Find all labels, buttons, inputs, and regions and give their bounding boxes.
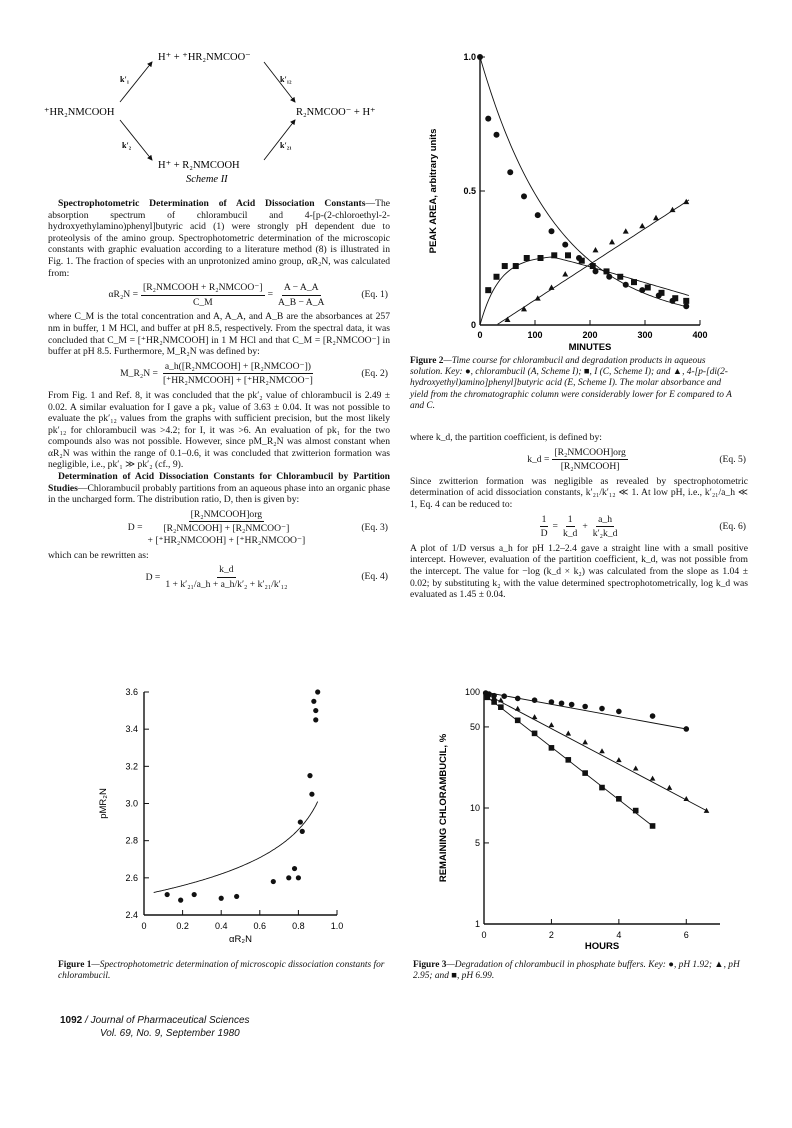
figure3-chart	[410, 680, 740, 960]
data-point	[165, 892, 170, 897]
section-heading-spectro: Spectrophotometric Determination of Acid Dissociation Constants	[58, 198, 366, 209]
data-point	[501, 693, 507, 699]
data-point	[639, 287, 645, 293]
data-point	[477, 54, 483, 60]
data-point	[313, 708, 318, 713]
data-point	[307, 773, 312, 778]
data-point	[494, 132, 500, 138]
data-point	[650, 776, 656, 781]
equation-number: (Eq. 5)	[719, 453, 746, 465]
data-point	[551, 252, 557, 258]
data-point	[538, 255, 544, 261]
data-point	[667, 785, 673, 790]
figure3-caption: Figure 3—Degradation of chlorambucil in phosphate buffers. Key: ●, pH 1.92; ▲, pH 2.95; and ■, pH 6.99.	[413, 960, 740, 982]
series-line-chlorambucil	[480, 57, 689, 307]
x-tick-label: 4	[616, 930, 622, 940]
figure2-chart	[410, 45, 730, 355]
x-axis-label: HOURS	[584, 941, 620, 952]
x-tick-label: 0	[481, 930, 487, 940]
left-column-text	[48, 198, 390, 593]
figure-label: Figure 2	[410, 356, 444, 366]
data-point	[559, 700, 565, 706]
data-point	[532, 714, 538, 719]
scheme-k-tl: k′₁	[120, 75, 130, 84]
y-tick-label: 3.2	[125, 761, 138, 772]
data-point	[192, 892, 197, 897]
y-tick-label: 0	[470, 320, 476, 330]
data-point	[562, 242, 568, 248]
figure1-chart	[60, 680, 360, 960]
scheme-caption: Scheme II	[186, 174, 228, 185]
equation-2: M_R₂N = $\frac{\text{a\_h([R₂NMCOOH] + [R₂NMCOO⁻])}}{\text{[⁺HR₂NMCOOH] + [⁺HR₂NMCOO⁻]}}$ (Eq. 2)	[120, 360, 388, 387]
equation-number: (Eq. 1)	[361, 289, 388, 301]
data-point	[672, 295, 678, 301]
data-point	[549, 699, 555, 705]
data-point	[309, 792, 314, 797]
equation-4: D = $\frac{k\_d}{\text{1 + k′₂₁/a\_h + a\_h/k′₂ + k′₂₁/k′₁₂}}$ (Eq. 4)	[145, 564, 388, 590]
equation-6: $\frac{1}{D}$ = $\frac{1}{k\_d}$ + $\frac{a\_h}{\text{k′₂k\_d}}$ (Eq. 6)	[540, 513, 746, 540]
data-point	[609, 239, 615, 244]
x-tick-label: 400	[692, 330, 708, 340]
data-point	[292, 866, 297, 871]
data-point	[569, 702, 575, 708]
data-point	[593, 268, 599, 274]
x-tick-label: 0.6	[253, 921, 267, 931]
data-point	[315, 689, 320, 694]
fit-curve	[154, 802, 318, 893]
data-point	[599, 748, 605, 753]
data-point	[639, 223, 645, 228]
page-footer	[60, 1015, 250, 1040]
data-point	[532, 731, 538, 737]
journal-name: / Journal of Pharmaceutical Sciences	[82, 1015, 250, 1026]
data-point	[535, 295, 541, 300]
scheme-left: ⁺HR₂NMCOOH	[44, 107, 115, 118]
equation-3: D = [R₂NMCOOH]org [R₂NMCOOH] + [R₂NMCOO⁻] + [⁺HR₂NMCOOH] + [⁺HR₂NMCOO⁻] (Eq. 3)	[127, 508, 388, 547]
journal-volume: Vol. 69, No. 9, September 1980	[100, 1027, 240, 1039]
figure1-caption: Figure 1—Spectrophotometric determination of microscopic dissociation constants for chlorambucil.	[58, 960, 385, 982]
data-point	[645, 284, 651, 290]
data-point	[617, 274, 623, 280]
x-tick-label: 200	[582, 330, 598, 340]
data-point	[606, 274, 612, 280]
y-tick-label: 0.5	[463, 186, 476, 196]
scheme-k-tr: k′₁₂	[280, 75, 292, 84]
data-point	[659, 290, 665, 296]
data-point	[178, 898, 183, 903]
x-tick-label: 0	[141, 921, 147, 931]
y-tick-label: 2.8	[125, 835, 138, 846]
data-point	[633, 808, 639, 814]
data-point	[549, 228, 555, 234]
data-point	[515, 718, 521, 724]
x-tick-label: 0	[477, 330, 483, 340]
data-point	[616, 757, 622, 762]
y-tick-label: 3.0	[125, 798, 138, 809]
x-tick-label: 300	[637, 330, 653, 340]
data-point	[582, 739, 588, 744]
data-point	[298, 819, 303, 824]
data-point	[599, 785, 605, 791]
data-point	[565, 731, 571, 736]
y-tick-label: 1	[474, 919, 480, 929]
scheme-right: R₂NMCOO⁻ + H⁺	[296, 107, 376, 118]
data-point	[582, 704, 588, 710]
data-point	[300, 829, 305, 834]
data-point	[623, 228, 629, 233]
data-point	[535, 212, 541, 218]
fit-line	[484, 692, 686, 729]
y-tick-label: 2.4	[125, 910, 138, 920]
scheme-diagram	[40, 40, 376, 190]
equation-number: (Eq. 3)	[361, 521, 388, 533]
y-tick-label: 1.0	[463, 52, 476, 62]
page-number: 1092	[60, 1015, 83, 1026]
figure-label: Figure 3	[413, 960, 447, 970]
x-tick-label: 0.8	[292, 921, 305, 931]
scheme-top: H⁺ + ⁺HR₂NMCOO⁻	[158, 52, 251, 63]
paragraph: —The absorption spectrum of chlorambucil and 4-[p-(2-chloroethyl-2-hydroxyethylamino)phenyl]butyric acid (1) were strongly pH dependent due to proteolysis of the amino group. Spectrophotometric determination of the microscopic constants with graphic evaluation according to a literature method (8) is illustrated in Fig. 1. The fraction of species with an unprotonized amino group, αR₂N, was calculated from:	[48, 198, 390, 279]
data-point	[485, 287, 491, 293]
equation-5: k_d = $\frac{\text{[R₂NMCOOH]org}}{\text{[R₂NMCOOH]}}$ (Eq. 5)	[527, 446, 746, 473]
scheme-k-br: k′₂₁	[280, 141, 292, 150]
data-point	[549, 284, 555, 289]
x-tick-label: 2	[548, 930, 554, 940]
x-tick-label: 6	[683, 930, 689, 940]
paragraph: where C_M is the total concentration and A, A_A, and A_B are the absorbances at 257 nm in buffer, 1 M HCl, and buffer at pH 8.5, respectively. From the spectral data, it was concluded that C_M = [⁺HR₂NMCOOH] in 1 M HCl and that C_M = [R₂NMCOO⁻] in buffer at pH 8.5. Furthermore, M_R₂N was defined by:	[48, 311, 390, 358]
data-point	[524, 255, 530, 261]
data-point	[507, 169, 513, 175]
data-point	[683, 726, 689, 732]
data-point	[650, 713, 656, 719]
data-point	[582, 770, 588, 776]
paragraph: where k_d, the partition coefficient, is defined by:	[410, 432, 602, 443]
right-column-text	[410, 432, 748, 601]
data-point	[532, 697, 538, 703]
data-point	[683, 303, 689, 309]
x-tick-label: 0.4	[214, 921, 228, 931]
equation-number: (Eq. 2)	[361, 368, 388, 380]
data-point	[616, 709, 622, 715]
y-axis-label: pMR₂N	[98, 788, 109, 819]
data-point	[653, 215, 659, 220]
paragraph: —Chlorambucil probably partitions from an aqueous phase into an organic phase in the uncharged form. The distribution ratio, D, then is given by:	[48, 482, 390, 506]
equation-number: (Eq. 6)	[719, 520, 746, 532]
data-point	[549, 722, 555, 727]
data-point	[286, 875, 291, 880]
data-point	[599, 706, 605, 712]
y-tick-label: 3.6	[125, 687, 138, 697]
data-point	[633, 765, 639, 770]
data-point	[219, 896, 224, 901]
scheme-bottom: H⁺ + R₂NMCOOH	[158, 160, 240, 171]
y-tick-label: 10	[469, 803, 480, 813]
x-tick-label: 100	[527, 330, 543, 340]
data-point	[623, 282, 629, 288]
y-tick-label: 2.6	[125, 872, 138, 883]
data-point	[590, 263, 596, 269]
data-point	[593, 247, 599, 252]
series-line-compound-E	[498, 200, 689, 324]
data-point	[616, 796, 622, 802]
data-point	[704, 808, 710, 813]
equation-number: (Eq. 4)	[361, 571, 388, 583]
data-point	[313, 717, 318, 722]
data-point	[521, 193, 527, 199]
data-point	[515, 706, 521, 711]
data-point	[271, 879, 276, 884]
scheme-k-bl: k′₂	[122, 141, 132, 150]
data-point	[491, 699, 497, 705]
data-point	[565, 252, 571, 258]
x-axis-label: MINUTES	[568, 342, 612, 353]
equation-1: αR₂N = $\frac{\text{[R₂NMCOOH + R₂NMCOO⁻]}}{C\_M}$ = $\frac{A - A\_A}{A\_B - A\_A}$ (Eq. 1)	[108, 282, 388, 308]
figure-label: Figure 1	[58, 960, 92, 970]
y-tick-label: 50	[469, 721, 480, 732]
paragraph: A plot of 1/D versus a_h for pH 1.2–2.4 gave a straight line with a small positive intercept. However, evaluation of the partition coefficient, k_d, was not possible from the intercept. The value for −log (k_d × k₂) was calculated from the slope as 1.04 ± 0.02; by substituting k₂ with the value determined spectrophotometrically, log k_d was evaluated as 1.45 ± 0.04.	[410, 542, 748, 601]
data-point	[485, 116, 491, 122]
x-tick-label: 0.2	[176, 921, 189, 931]
data-point	[562, 271, 568, 276]
y-axis-label: PEAK AREA, arbitrary units	[428, 128, 439, 254]
data-point	[498, 704, 504, 710]
figure2-caption: Figure 2—Time course for chlorambucil and degradation products in aqueous solution. Key: ●, chlorambucil (A, Scheme I); ■, I (C, Scheme I); and ▲, 4-[p-[di(2-hydroxyethyl)amino]phenyl]butyric acid (E, Scheme I). The molar absorbance and yield from the chromatographic column were considerably lower for E compared to A and C.	[410, 356, 732, 411]
data-point	[683, 298, 689, 304]
x-tick-label: 1.0	[330, 921, 344, 931]
y-tick-label: 3.4	[125, 724, 138, 735]
data-point	[683, 199, 689, 204]
x-axis-label: αR₂N	[229, 934, 252, 945]
paragraph: which can be rewritten as:	[48, 549, 149, 561]
data-point	[494, 274, 500, 280]
data-point	[604, 268, 610, 274]
data-point	[631, 279, 637, 285]
data-point	[549, 745, 555, 751]
section-heading-partition: Determination of Acid Dissociation Constants for Chlorambucil by Partition Studies	[48, 471, 390, 494]
paragraph: From Fig. 1 and Ref. 8, it was concluded that the pk′₂ value of chlorambucil is 2.49 ± 0.02. A similar evaluation for I gave a pk₂ value of 3.63 ± 0.04. It was not possible to evaluate the pk′₁₂ values from the graphs with sufficient precision, but the most likely pk′₁₂ for chlorambucil was >4.2; for I, it was >6. An evaluation of pk₁ for the two compounds also was not possible. However, since pM_R₂N was almost constant when αR₂N was within the range of 0.1–0.6, it was concluded that zwitterion formation was negligible, i.e., pk′₁ ≫ pk′₂ (cf., 9).	[48, 389, 390, 471]
y-tick-label: 100	[464, 687, 480, 697]
y-axis-label: REMAINING CHLORAMBUCIL, %	[438, 733, 449, 883]
data-point	[311, 699, 316, 704]
y-tick-label: 5	[474, 837, 480, 848]
data-point	[513, 263, 519, 269]
data-point	[485, 695, 491, 701]
data-point	[515, 696, 521, 702]
paragraph: Since zwitterion formation was negligible as revealed by spectrophotometric determination of acid dissociation constants, k′₂₁/k′₁₂ ≪ 1. At low pH, i.e., k′₂₁/a_h ≪ 1, Eq. 4 can be reduced to:	[410, 475, 748, 510]
data-point	[565, 757, 571, 763]
data-point	[234, 894, 239, 899]
data-point	[650, 823, 656, 829]
data-point	[502, 263, 508, 269]
data-point	[296, 875, 301, 880]
